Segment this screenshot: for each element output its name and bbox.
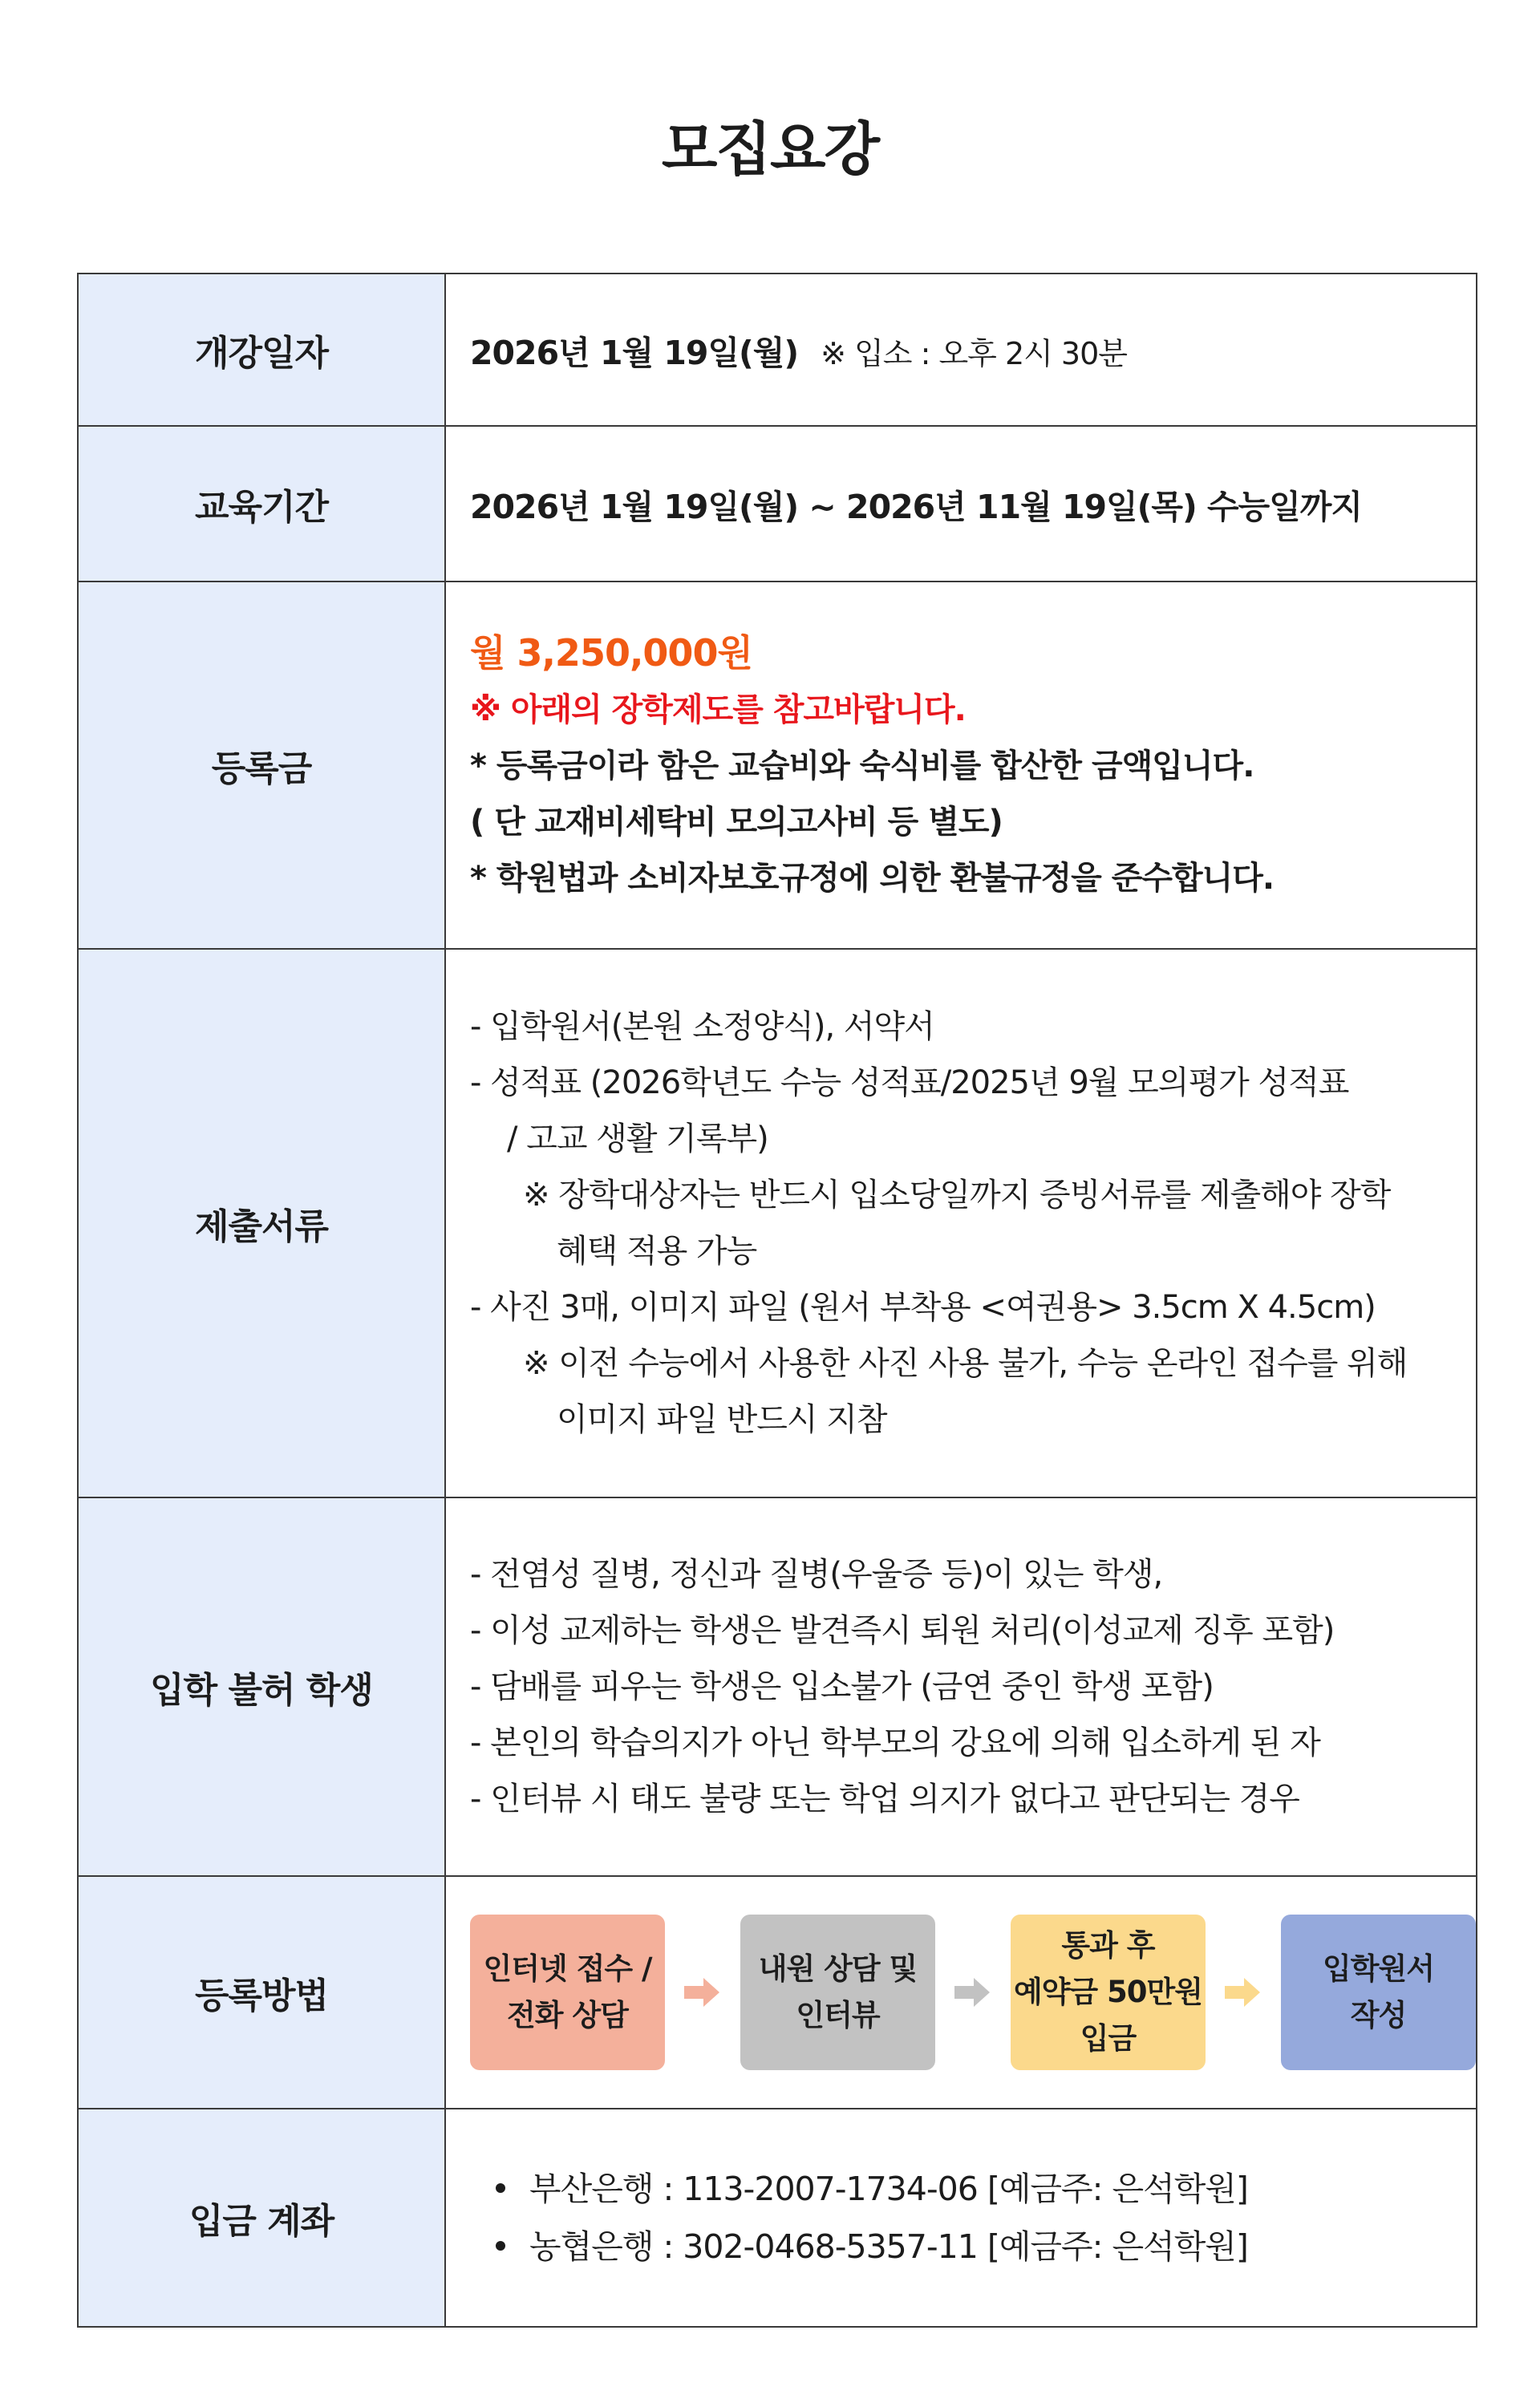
step-text: 인터뷰	[796, 1998, 880, 2032]
value-period	[445, 426, 1477, 582]
document-note: ※ 장학대상자는 반드시 입소당일까지 증빙서류를 제출해야 장학	[523, 1177, 1391, 1214]
step-text: 작성	[1350, 1998, 1407, 2032]
step-text: 입금	[1080, 2021, 1137, 2056]
registration-steps	[470, 1915, 1476, 2070]
step-text: 전화 상담	[507, 1998, 628, 2032]
step-text: 예약금 50만원	[1013, 1975, 1203, 2009]
value-method	[445, 1876, 1477, 2109]
rejection-line: - 담배를 피우는 학생은 입소불가 (금연 중인 학생 포함)	[470, 1668, 1214, 1705]
right-arrow-icon	[954, 1976, 991, 2008]
rejection-line: - 전염성 질병, 정신과 질병(우울증 등)이 있는 학생,	[470, 1556, 1163, 1593]
step-text: 입학원서	[1323, 1951, 1434, 1986]
step-visit-interview	[740, 1915, 935, 2070]
document-line: / 고교 생활 기록부)	[507, 1121, 768, 1157]
page-title: 모집요강	[661, 115, 879, 183]
row-documents	[78, 949, 1477, 1497]
recruitment-table	[77, 273, 1477, 2328]
step-text: 인터넷 접수 /	[483, 1951, 652, 1986]
step-text: 내원 상담 및	[758, 1951, 918, 1986]
row-period	[78, 426, 1477, 582]
row-fee	[78, 582, 1477, 949]
period-text: 2026년 1월 19일(월) ~ 2026년 11월 19일(목) 수능일까지	[470, 487, 1363, 526]
bank-account-item	[470, 2160, 1476, 2218]
scholarship-notice: ※ 아래의 장학제도를 참고바랍니다.	[470, 691, 966, 728]
value-start-date	[445, 274, 1477, 426]
bank-account-item	[470, 2218, 1476, 2275]
label-rejection: 입학 불허 학생	[78, 1497, 445, 1876]
entry-time-note: ※ 입소 : 오후 2시 30분	[821, 335, 1127, 371]
value-rejection	[445, 1497, 1477, 1876]
fee-price: 월 3,250,000원	[470, 631, 752, 675]
step-deposit	[1011, 1915, 1206, 2070]
bank-account-text: 부산은행 : 113-2007-1734-06 [예금주: 은석학원]	[529, 2170, 1248, 2208]
right-arrow-icon	[1225, 1976, 1262, 2008]
right-arrow-icon	[684, 1976, 721, 2008]
document-note: 혜택 적용 가능	[557, 1233, 757, 1270]
document-note: ※ 이전 수능에서 사용한 사진 사용 불가, 수능 온라인 접수를 위해	[523, 1345, 1408, 1382]
bank-account-text: 농협은행 : 302-0468-5357-11 [예금주: 은석학원]	[529, 2227, 1248, 2266]
row-rejection	[78, 1497, 1477, 1876]
rejection-line: - 인터뷰 시 태도 불량 또는 학업 의지가 없다고 판단되는 경우	[470, 1781, 1299, 1818]
document-line: - 입학원서(본원 소정양식), 서약서	[470, 1008, 934, 1045]
fee-note: * 등록금이라 함은 교습비와 숙식비를 합산한 금액입니다.	[470, 748, 1254, 784]
row-start-date	[78, 274, 1477, 426]
value-fee	[445, 582, 1477, 949]
step-application-form	[1281, 1915, 1476, 2070]
document-note: 이미지 파일 반드시 지참	[557, 1401, 887, 1438]
document-line: - 성적표 (2026학년도 수능 성적표/2025년 9월 모의평가 성적표	[470, 1064, 1349, 1101]
bullet-icon	[496, 2241, 505, 2251]
rejection-line: - 본인의 학습의지가 아닌 학부모의 강요에 의해 입소하게 된 자	[470, 1724, 1320, 1761]
label-method: 등록방법	[78, 1876, 445, 2109]
start-date: 2026년 1월 19일(월)	[470, 333, 799, 372]
fee-note: ( 단 교재비세탁비 모의고사비 등 별도)	[470, 804, 1003, 841]
label-account: 입금 계좌	[78, 2109, 445, 2327]
rejection-line: - 이성 교제하는 학생은 발견즉시 퇴원 처리(이성교제 징후 포함)	[470, 1612, 1335, 1649]
value-documents	[445, 949, 1477, 1497]
row-account	[78, 2109, 1477, 2327]
value-account	[445, 2109, 1477, 2327]
row-method	[78, 1876, 1477, 2109]
step-online-apply	[470, 1915, 665, 2070]
label-period: 교육기간	[78, 426, 445, 582]
label-start-date: 개강일자	[78, 274, 445, 426]
label-documents: 제출서류	[78, 949, 445, 1497]
bullet-icon	[496, 2183, 505, 2193]
step-text: 통과 후	[1061, 1928, 1155, 1963]
document-line: - 사진 3매, 이미지 파일 (원서 부착용 <여권용> 3.5cm X 4.5cm)	[470, 1289, 1376, 1326]
label-fee: 등록금	[78, 582, 445, 949]
fee-note: * 학원법과 소비자보호규정에 의한 환불규정을 준수합니다.	[470, 860, 1275, 897]
